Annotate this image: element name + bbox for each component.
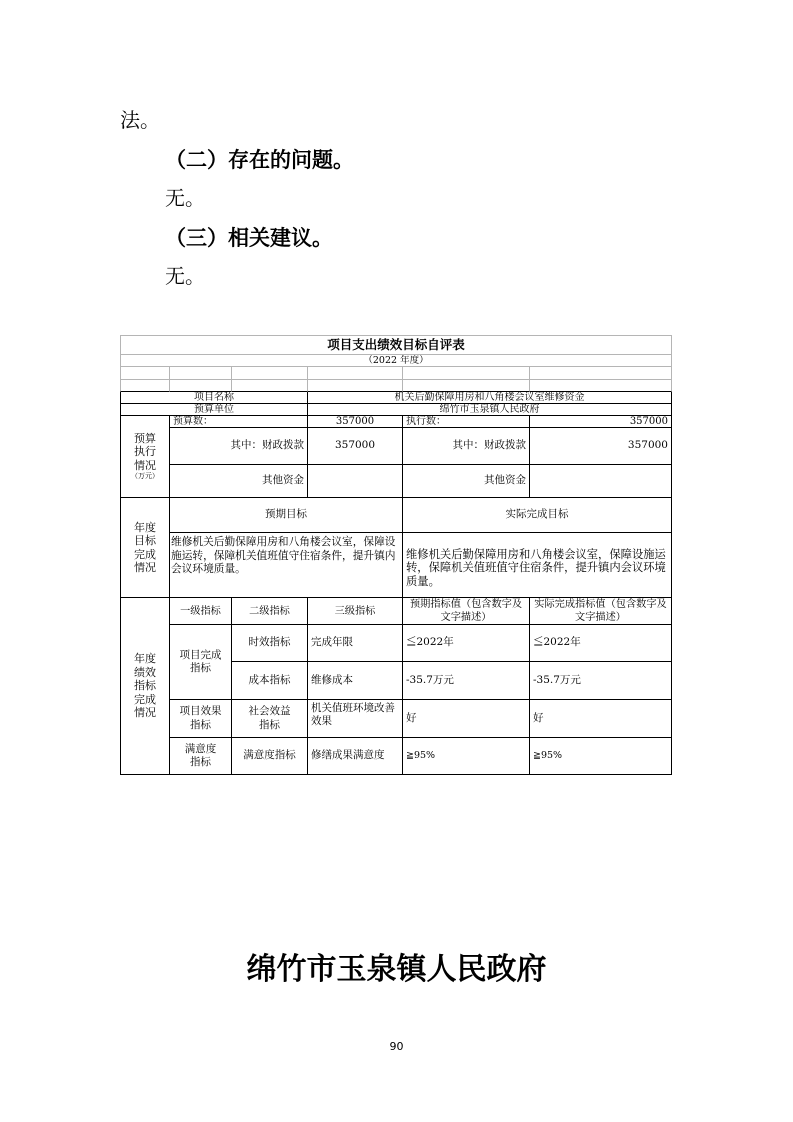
issuing-organization: 绵竹市玉泉镇人民政府 [246,952,547,987]
other-funds-label-exec: 其他资金 [403,465,530,498]
section-content-problems: 无。 [165,186,205,210]
budget-amount-label: 预算数： [170,416,308,428]
level3-cell: 修缮成果满意度 [308,738,403,775]
blank-cell [120,380,170,392]
expected-value-cell: -35.7万元 [403,662,530,700]
actual-value-cell: ≧95% [530,738,672,775]
section-heading-suggestions: （三）相关建议。 [165,225,333,250]
blank-cell [232,380,308,392]
exec-amount-value: 357000 [530,416,672,428]
level1-text: 项目完成指标 [179,648,222,674]
table-year: （2022 年度） [120,355,672,367]
level1-project-completion [170,625,232,700]
section-content-suggestions: 无。 [165,264,205,288]
blank-cell [170,380,232,392]
fiscal-budget-value: 357000 [308,428,403,465]
level1-text: 满意度指标 [184,742,217,768]
indicators-label [120,598,170,775]
level1-satisfaction [170,738,232,775]
level3-cell: 完成年限 [308,625,403,662]
fiscal-label-budget: 其中：财政拨款 [170,428,308,465]
intro-text: 法。 [120,108,160,132]
level2-cell [232,700,308,738]
header-expected-value: 预期指标值（包含数字及文字描述） [403,598,530,625]
actual-value-cell: 好 [530,700,672,738]
blank-cell [403,367,530,380]
expected-goal-header: 预期目标 [170,498,403,533]
budget-exec-unit: （万元） [131,472,159,481]
blank-cell [170,367,232,380]
level2-cell: 满意度指标 [232,738,308,775]
table-title: 项目支出绩效目标自评表 [120,335,672,355]
fiscal-exec-value: 357000 [530,428,672,465]
project-name-label: 项目名称 [120,392,308,404]
expected-value-cell: 好 [403,700,530,738]
page-number: 90 [389,1040,404,1053]
budget-amount-value: 357000 [308,416,403,428]
budget-unit-value: 绵竹市玉泉镇人民政府 [308,404,672,416]
actual-goal-header: 实际完成目标 [403,498,672,533]
performance-table [120,335,672,775]
level3-cell: 机关值班环境改善效果 [308,700,403,738]
expected-goal-text: 维修机关后勤保障用房和八角楼会议室，保障设施运转，保障机关值班值守住宿条件，提升镇内会议环境质量。 [170,533,403,598]
header-level3: 三级指标 [308,598,403,625]
other-funds-label-budget: 其他资金 [170,465,308,498]
budget-exec-label-text: 预算执行情况 [133,431,156,472]
annual-goals-label [120,498,170,598]
actual-value-cell: -35.7万元 [530,662,672,700]
budget-unit-label: 预算单位 [120,404,308,416]
blank-cell [232,367,308,380]
project-name-value: 机关后勤保障用房和八角楼会议室维修资金 [308,392,672,404]
expected-value-cell: ≦2022年 [403,625,530,662]
blank-cell [530,380,672,392]
other-funds-budget-value [308,465,403,498]
expected-value-cell: ≧95% [403,738,530,775]
exec-amount-label: 执行数： [403,416,530,428]
annual-goals-label-text: 年度目标完成情况 [133,520,156,574]
indicators-label-text: 年度绩效指标完成情况 [133,652,156,720]
level1-project-effect [170,700,232,738]
blank-cell [530,367,672,380]
fiscal-label-exec: 其中：财政拨款 [403,428,530,465]
other-funds-exec-value [530,465,672,498]
section-heading-problems: （二）存在的问题。 [165,147,354,172]
budget-exec-label [120,416,170,498]
header-level1: 一级指标 [170,598,232,625]
level3-cell: 维修成本 [308,662,403,700]
level2-cell: 成本指标 [232,662,308,700]
actual-value-cell: ≦2022年 [530,625,672,662]
level2-text: 社会效益指标 [248,705,291,731]
blank-cell [120,367,170,380]
level1-text: 项目效果指标 [179,705,222,731]
header-level2: 二级指标 [232,598,308,625]
blank-cell [308,380,403,392]
blank-cell [308,367,403,380]
header-actual-value: 实际完成指标值（包含数字及文字描述） [530,598,672,625]
blank-cell [403,380,530,392]
actual-goal-text: 维修机关后勤保障用房和八角楼会议室，保障设施运转，保障机关值班值守住宿条件，提升镇内会议环境质量。 [403,533,672,598]
level2-cell: 时效指标 [232,625,308,662]
